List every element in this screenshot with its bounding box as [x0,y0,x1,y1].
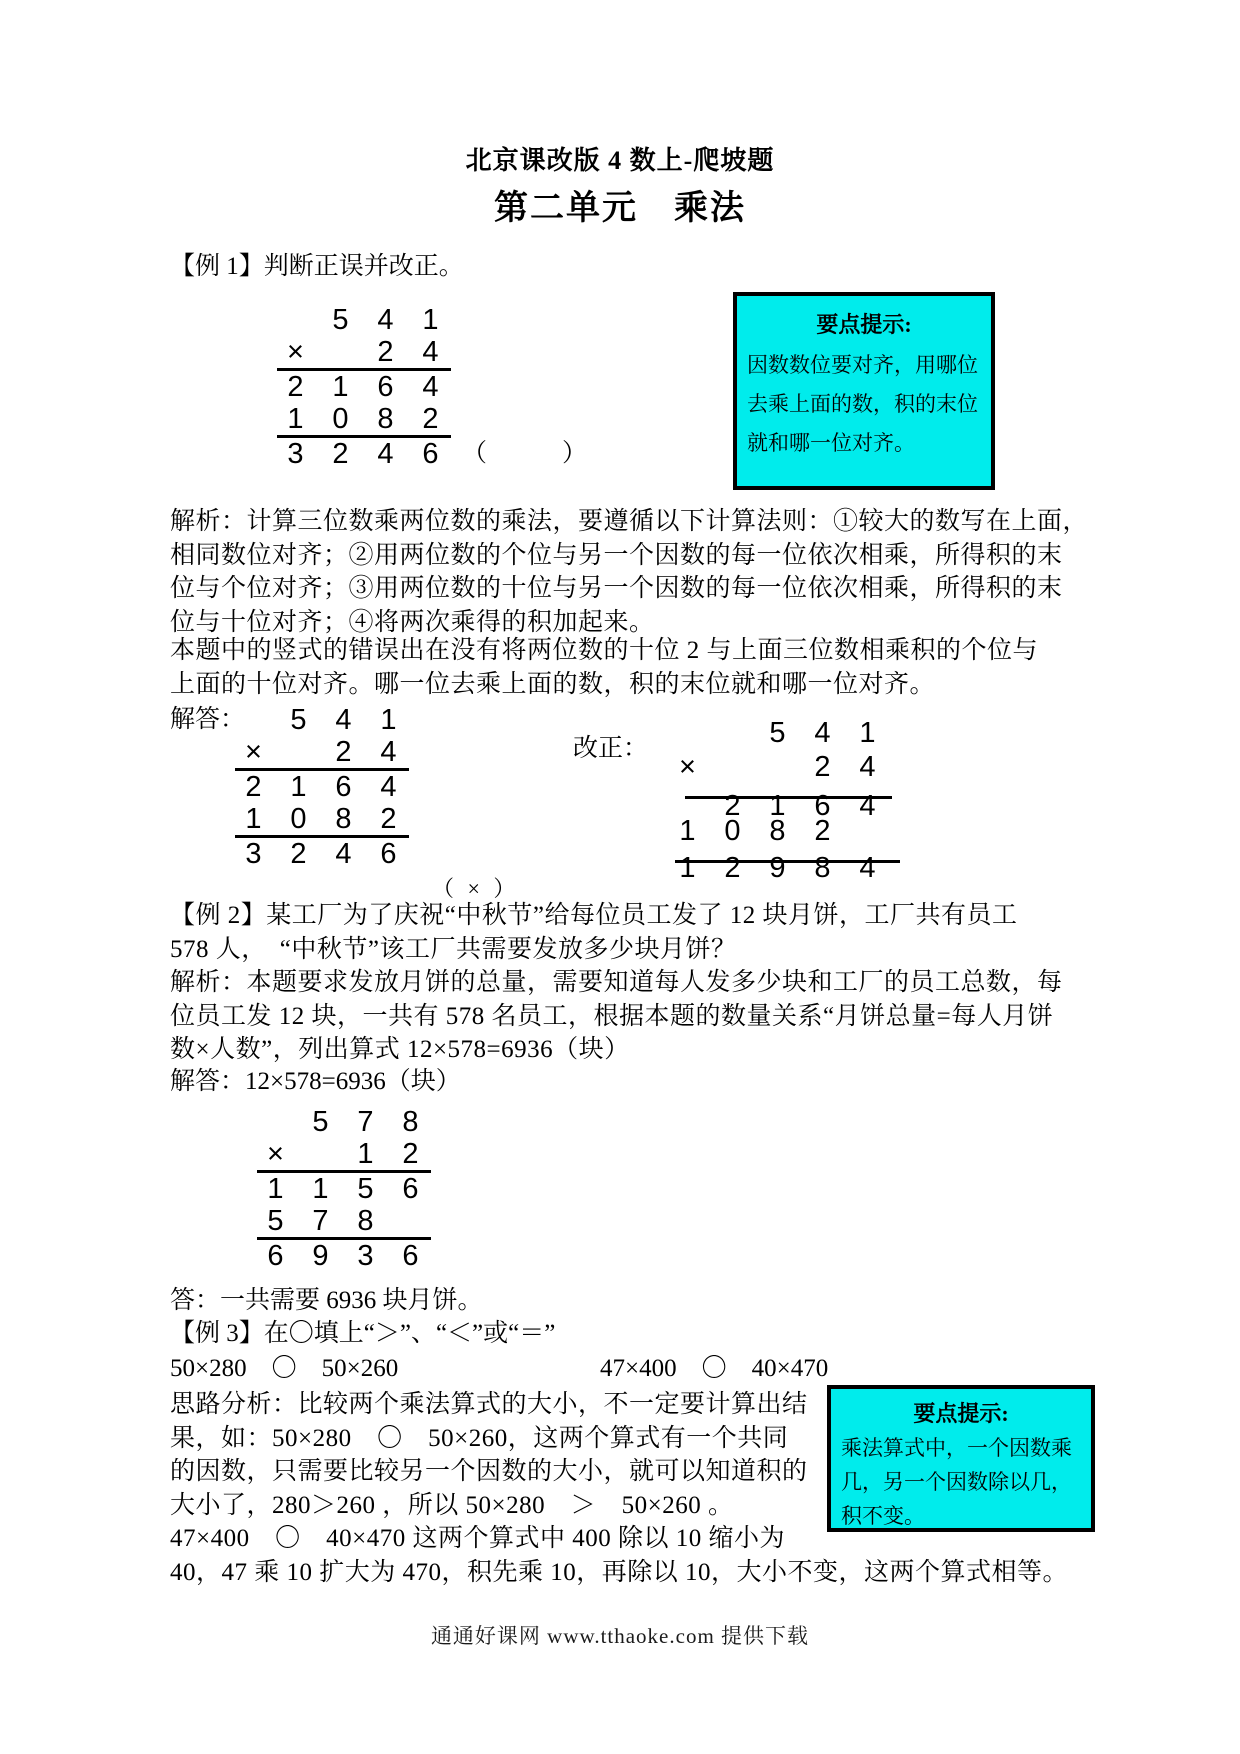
digit-cell: 5 [290,704,307,736]
hint-box-1 [733,292,995,490]
digit-cell [231,704,276,736]
digit-cell: 8 [357,1205,374,1237]
digit-cell: 7 [312,1205,329,1237]
mult-row-factor1 [273,304,455,336]
digit-cell [388,1205,433,1237]
digit-cell: 2 [290,838,307,870]
digit-cell: 6 [377,371,394,403]
digit-cell: × [245,736,262,768]
digit-cell: 1 [245,803,262,835]
mult-row-factor2 [665,751,890,783]
mult-row-factor2 [231,736,413,768]
mult-row-partial2 [273,403,455,435]
mult-row-partial2 [253,1205,435,1237]
digit-cell: × [267,1138,284,1170]
digit-cell: 4 [377,304,394,336]
digit-cell [755,751,800,783]
answer-label: 解答： [170,706,246,733]
example1-multiplication-answer [231,704,413,870]
digit-cell: 9 [769,852,786,884]
digit-cell: 4 [380,736,397,768]
unit-title: 第二单元 乘法 [494,190,746,227]
text-line: 因数数位要对齐，用哪位 [747,353,978,377]
digit-cell: 2 [287,371,304,403]
digit-cell [253,1106,298,1138]
digit-cell: 1 [380,704,397,736]
text-line: 位员工发 12 块，一共有 578 名员工，根据本题的数量关系“月饼总量=每人月饼 [170,1002,1054,1030]
digit-cell [710,717,755,749]
text-line: 积不变。 [841,1504,925,1528]
judge-mark-wrong: （ × ） [432,876,520,901]
digit-cell: 3 [245,838,262,870]
text-line: 思路分析：比较两个乘法算式的大小，不一定要计算出结 [170,1391,808,1418]
text-line: 【例 2】某工厂为了庆祝“中秋节”给每位员工发了 12 块月饼，工厂共有员工 [170,902,1018,929]
digit-cell: 4 [859,790,876,822]
digit-cell: 1 [769,790,786,822]
digit-cell: 5 [357,1173,374,1205]
digit-cell: 1 [287,403,304,435]
digit-cell: 2 [335,736,352,768]
digit-cell: 1 [267,1173,284,1205]
digit-cell: 1 [859,717,876,749]
example2-multiplication [253,1106,435,1272]
digit-cell: 4 [859,751,876,783]
digit-cell: 6 [335,771,352,803]
digit-cell: 4 [380,771,397,803]
example1-multiplication-correct [665,717,890,887]
digit-cell: 4 [814,717,831,749]
text-line: 上面的十位对齐。哪一位去乘上面的数，积的末位就和哪一位对齐。 [170,670,936,698]
digit-cell: 1 [679,815,696,847]
digit-cell: 0 [332,403,349,435]
text-line: 解析：本题要求发放月饼的总量，需要知道每人发多少块和工厂的员工总数，每 [170,969,1063,996]
text-line: 大小了，280＞260 ，所以 50×280 ＞ 50×260 。 [170,1491,734,1519]
digit-cell: 1 [332,371,349,403]
text-line: 就和哪一位对齐。 [747,431,915,455]
digit-cell: 4 [335,838,352,870]
mult-row-partial1 [231,771,413,803]
digit-cell [273,304,318,336]
mult-row-factor2 [253,1138,435,1170]
text-line: 位与个位对齐；③用两位数的十位与另一个因数的每一位依次相乘，所得积的末 [170,575,1063,602]
mult-row-partial2 [665,815,890,847]
digit-cell: 4 [335,704,352,736]
digit-cell: 6 [267,1240,284,1272]
digit-cell [298,1138,343,1170]
example2-analysis [170,966,1063,1067]
digit-cell: 3 [287,438,304,470]
digit-cell: 6 [814,790,831,822]
digit-cell: × [679,751,696,783]
text-line: 47×400 〇 40×470 这两个算式中 400 除以 10 缩小为 [170,1525,785,1552]
digit-cell: 8 [335,803,352,835]
text-line: 几，另一个因数除以几， [841,1470,1072,1494]
example2-problem [170,899,1017,966]
digit-cell [665,717,710,749]
text-line: 的因数，只需要比较另一个因数的大小，就可以知道积的 [170,1458,808,1485]
digit-cell [318,336,363,368]
digit-cell: 9 [312,1240,329,1272]
mult-row-partial1 [253,1173,435,1205]
digit-cell [710,751,755,783]
mult-row-factor2 [273,336,455,368]
digit-cell: 2 [814,751,831,783]
text-line: 果，如：50×280 〇 50×260，这两个算式有一个共同 [170,1424,789,1452]
digit-cell [276,736,321,768]
text-line: 40，47 乘 10 扩大为 470，积先乘 10，再除以 10，大小不变，这两个算式相等。 [170,1558,1069,1586]
digit-cell: 3 [357,1240,374,1272]
digit-cell: 2 [332,438,349,470]
digit-cell: 2 [245,771,262,803]
digit-cell: 1 [290,771,307,803]
digit-cell: 1 [312,1173,329,1205]
text-line: 乘法算式中，一个因数乘 [841,1436,1072,1460]
example3-expression-1: 50×280 〇 50×260 [170,1355,399,1382]
digit-cell: 8 [769,815,786,847]
mult-row-partial2 [231,803,413,835]
digit-cell: 6 [402,1173,419,1205]
text-line: 本题中的竖式的错误出在没有将两位数的十位 2 与上面三位数相乘积的个位与 [170,637,1039,664]
digit-cell: 8 [377,403,394,435]
correction-label: 改正： [573,735,649,762]
mult-row-factor1 [253,1106,435,1138]
example1-note [170,634,1038,701]
digit-cell: 2 [377,336,394,368]
digit-cell: 0 [290,803,307,835]
text-line: 相同数位对齐；②用两位数的个位与另一个因数的每一位依次相乘，所得积的末 [170,541,1063,569]
digit-cell [845,815,890,847]
digit-cell: 6 [422,438,439,470]
digit-cell: 2 [814,815,831,847]
mult-row-result [253,1240,435,1272]
example2-answer-line: 解答：12×578=6936（块） [170,1068,461,1095]
mult-row-result [665,852,890,884]
text-line: 位与十位对齐；④将两次乘得的积加起来。 [170,608,655,636]
digit-cell: 7 [357,1106,374,1138]
mult-row-partial1 [273,371,455,403]
example3-heading: 【例 3】在〇填上“＞”、“＜”或“＝” [170,1320,556,1347]
mult-row-factor1 [231,704,413,736]
mult-row-result [273,438,455,470]
digit-cell: 2 [402,1138,419,1170]
digit-cell: 4 [422,336,439,368]
digit-cell: 1 [357,1138,374,1170]
hint-box-title: 要点提示: [913,1401,1009,1426]
digit-cell: 8 [402,1106,419,1138]
text-line: 数×人数”，列出算式 12×578=6936（块） [170,1036,630,1063]
text-line: 解析：计算三位数乘两位数的乘法，要遵循以下计算法则：①较大的数写在上面， [170,508,1089,535]
digit-cell: 6 [380,838,397,870]
example1-analysis [170,505,1088,639]
digit-cell: 4 [422,371,439,403]
digit-cell: 5 [267,1205,284,1237]
digit-cell: 6 [402,1240,419,1272]
text-line: 去乘上面的数，积的末位 [747,392,978,416]
example2-answer-text: 答：一共需要 6936 块月饼。 [170,1287,483,1314]
hint-box-lines [747,346,981,463]
digit-cell: 5 [332,304,349,336]
digit-cell: 1 [679,852,696,884]
digit-cell: 0 [724,815,741,847]
digit-cell: 5 [312,1106,329,1138]
example1-heading: 【例 1】判断正误并改正。 [170,253,464,280]
digit-cell: 4 [377,438,394,470]
digit-cell: 2 [724,852,741,884]
example1-multiplication-wrong [273,304,455,470]
mult-row-result [231,838,413,870]
mult-row-factor1 [665,717,890,749]
digit-cell: 5 [769,717,786,749]
document-title: 北京课改版 4 数上-爬坡题 [465,146,775,175]
digit-cell: 8 [814,852,831,884]
digit-cell: 2 [380,803,397,835]
example3-expression-2: 47×400 〇 40×470 [600,1355,829,1382]
judge-blank: （ ） [462,440,588,467]
example3-analysis [170,1388,1068,1589]
digit-cell: 4 [859,852,876,884]
digit-cell: × [287,336,304,368]
hint-box-title: 要点提示: [816,312,912,337]
digit-cell: 2 [724,790,741,822]
text-line: 578 人， “中秋节”该工厂共需要发放多少块月饼？ [170,935,737,963]
digit-cell: 1 [422,304,439,336]
page-footer: 通通好课网 www.tthaoke.com 提供下载 [430,1624,810,1648]
digit-cell: 2 [422,403,439,435]
